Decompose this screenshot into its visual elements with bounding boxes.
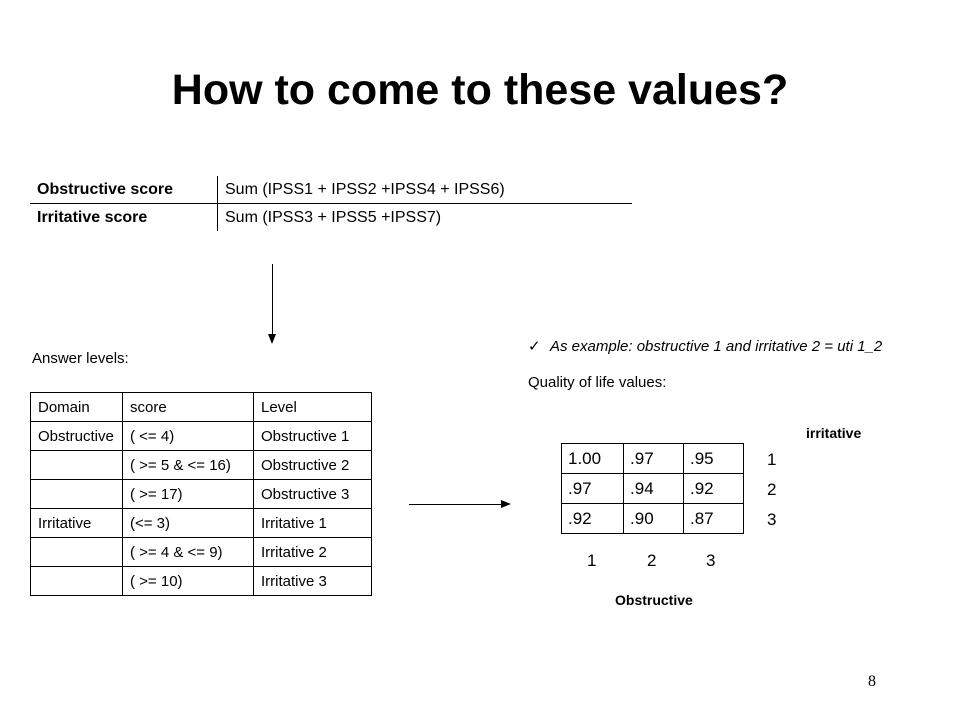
table-row [562,504,744,534]
right-arrow-line [409,504,503,505]
column-index: 3 [706,551,716,570]
answer-levels-table [30,392,372,596]
table-row [31,480,372,509]
table-row [562,474,744,504]
row-index: 3 [767,510,777,529]
table-cell: ( >= 17) [123,480,254,509]
table-header-row [31,393,372,422]
table-cell: Obstructive [31,422,123,451]
table-cell: ( >= 10) [123,567,254,596]
table-cell: ( >= 5 & <= 16) [123,451,254,480]
column-index: 2 [647,551,657,570]
header-score: score [123,393,254,422]
matrix-cell: .92 [684,474,744,504]
qol-values-label: Quality of life values: [528,374,667,391]
table-cell [31,538,123,567]
table-cell [31,451,123,480]
table-row [31,422,372,451]
slide-title: How to come to these values? [171,66,789,114]
irritative-score-formula: Sum (IPSS3 + IPSS5 +IPSS7) [225,208,442,226]
page-number: 8 [868,673,876,690]
matrix-cell: .97 [562,474,624,504]
down-arrow-icon [268,334,276,344]
irritative-score-label: Irritative score [30,204,218,232]
table-cell: Obstructive 3 [254,480,372,509]
row-index: 2 [767,480,777,499]
table-cell: Obstructive 1 [254,422,372,451]
matrix-cell: .90 [624,504,684,534]
qol-matrix [561,443,744,534]
header-domain: Domain [31,393,123,422]
table-cell: ( >= 4 & <= 9) [123,538,254,567]
table-row [30,176,632,204]
table-cell: ( <= 4) [123,422,254,451]
table-cell: Obstructive 2 [254,451,372,480]
score-definition-table [30,176,632,231]
example-note [528,337,882,355]
table-cell [31,567,123,596]
obstructive-score-label: Obstructive score [30,176,218,204]
checkmark-icon: ✓ [528,338,541,355]
table-row [31,567,372,596]
answer-levels-label: Answer levels: [32,350,129,367]
table-row [30,204,632,232]
matrix-cell: .94 [624,474,684,504]
table-cell: Irritative 3 [254,567,372,596]
down-arrow-line [272,264,273,336]
header-level: Level [254,393,372,422]
table-cell [31,480,123,509]
table-cell: Irritative 1 [254,509,372,538]
matrix-cell: .87 [684,504,744,534]
table-cell: Irritative 2 [254,538,372,567]
table-cell: (<= 3) [123,509,254,538]
right-arrow-icon [501,500,511,508]
column-index: 1 [587,551,597,570]
obstructive-axis-label: Obstructive [615,592,693,608]
matrix-cell: .92 [562,504,624,534]
obstructive-score-formula: Sum (IPSS1 + IPSS2 +IPSS4 + IPSS6) [218,176,633,204]
table-cell: Irritative [31,509,123,538]
irritative-axis-label: irritative [806,425,862,441]
table-row [562,444,744,474]
table-row [31,509,372,538]
row-index: 1 [767,450,777,469]
example-text: As example: obstructive 1 and irritative 2 = uti 1_2 [550,338,883,355]
matrix-cell: .97 [624,444,684,474]
table-row [31,538,372,567]
matrix-cell: .95 [684,444,744,474]
matrix-cell: 1.00 [562,444,624,474]
table-row [31,451,372,480]
